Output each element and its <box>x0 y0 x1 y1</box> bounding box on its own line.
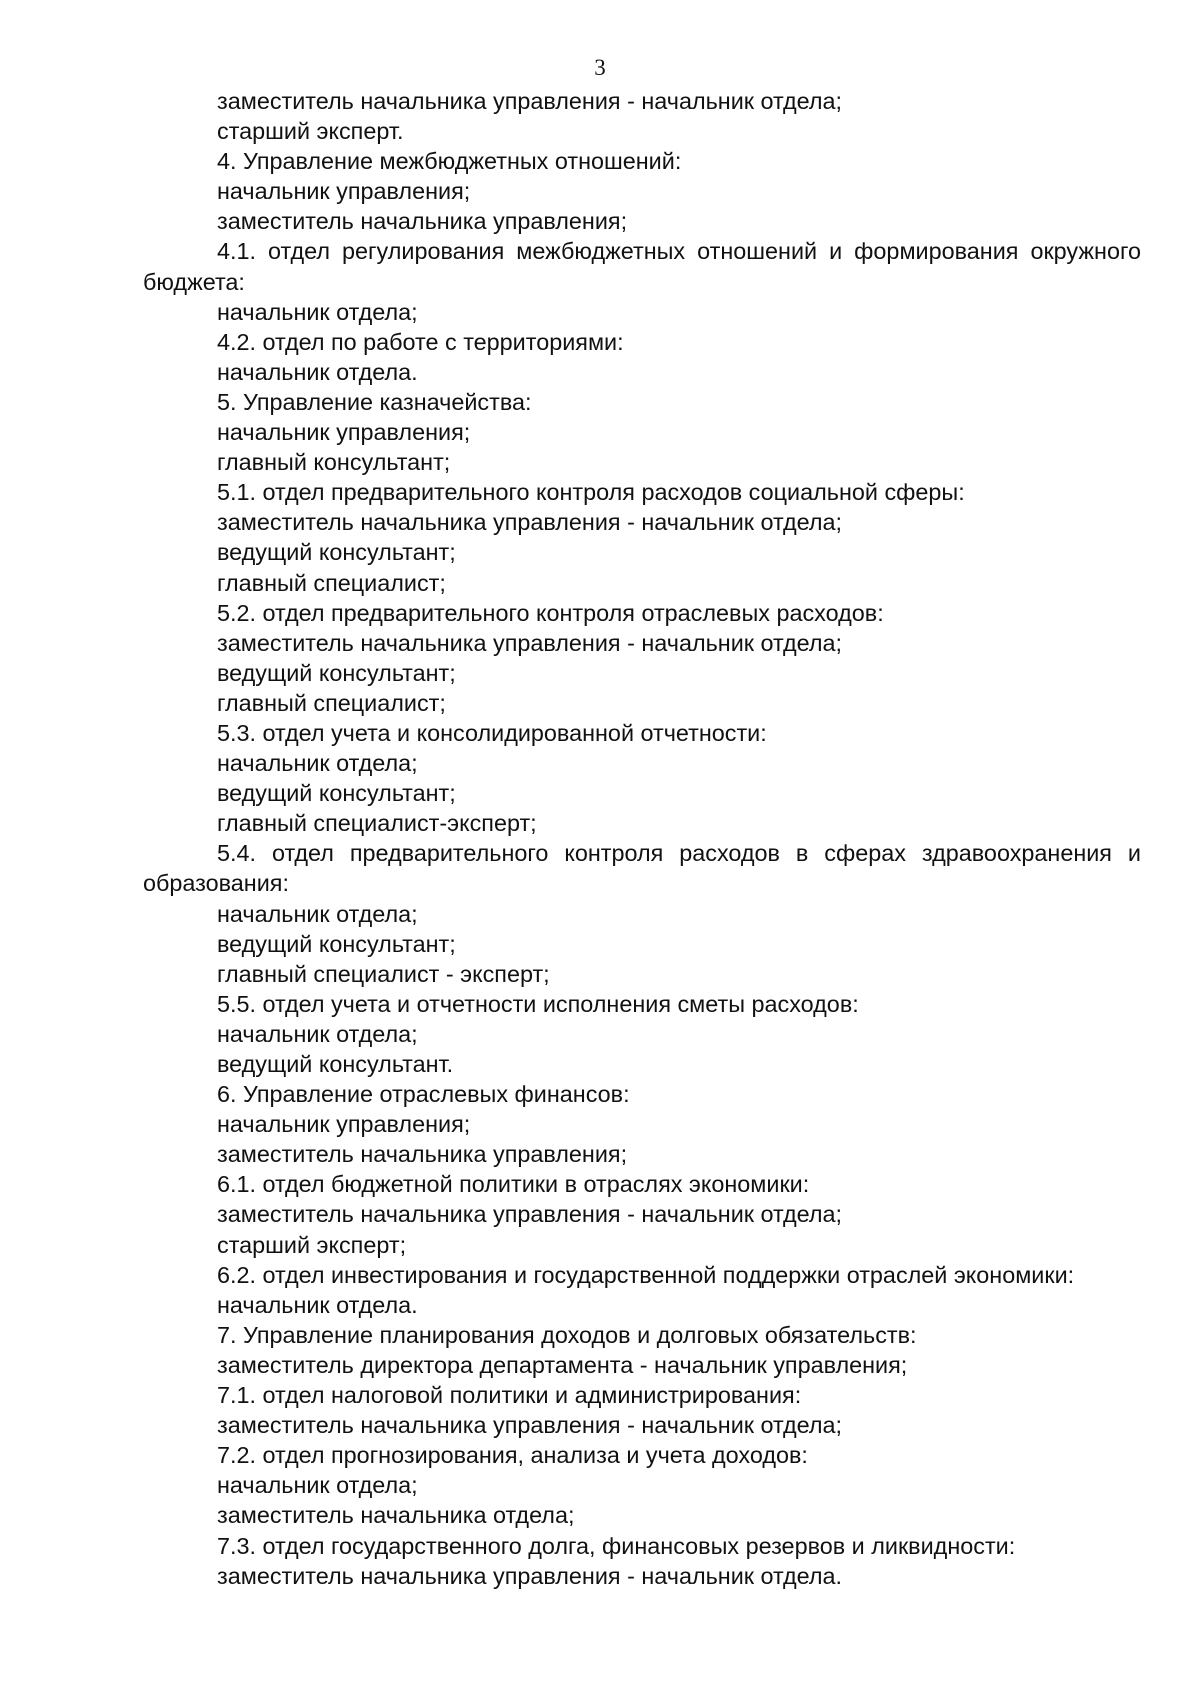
text-line: 6.1. отдел бюджетной политики в отраслях экономики: <box>217 1171 810 1198</box>
text-line: 6. Управление отраслевых финансов: <box>217 1081 630 1108</box>
text-line: 5.5. отдел учета и отчетности исполнения сметы расходов: <box>217 990 859 1017</box>
text-line: заместитель начальника управления - начальник отдела. <box>217 1562 842 1589</box>
text-line: начальник отдела; <box>217 900 418 927</box>
wrapped-paragraph: 6.2. отдел инвестирования и государственной поддержки отраслей экономики: <box>217 1261 1075 1288</box>
text-line: ведущий консультант; <box>217 659 456 686</box>
text-line: 4.2. отдел по работе с территориями: <box>217 328 624 355</box>
text-line: 5.2. отдел предварительного контроля отраслевых расходов: <box>217 599 884 626</box>
text-line: главный специалист-эксперт; <box>217 810 537 837</box>
text-line: главный специалист - эксперт; <box>217 960 550 987</box>
text-line: ведущий консультант; <box>217 930 456 957</box>
text-line: 7.1. отдел налоговой политики и администрирования: <box>217 1382 802 1409</box>
text-line: 7.3. отдел государственного долга, финансовых резервов и ликвидности: <box>217 1532 1016 1559</box>
text-line: главный специалист; <box>217 569 446 596</box>
text-line: заместитель начальника управления; <box>217 208 628 235</box>
text-line: 4. Управление межбюджетных отношений: <box>217 148 682 175</box>
text-line: 5.3. отдел учета и консолидированной отчетности: <box>217 719 767 746</box>
wrapped-paragraph: 5.4. отдел предварительного контроля расходов в сферах здравоохранения и образования: <box>143 840 1141 897</box>
page-number: 3 <box>594 55 606 80</box>
text-line: заместитель начальника управления - начальник отдела; <box>217 509 842 536</box>
text-line: 5. Управление казначейства: <box>217 388 532 415</box>
text-line: заместитель начальника управления; <box>217 1141 628 1168</box>
text-line: начальник управления; <box>217 419 471 446</box>
text-line: начальник управления; <box>217 178 471 205</box>
text-line: старший эксперт; <box>217 1231 407 1258</box>
text-line: начальник отдела. <box>217 1291 418 1318</box>
text-line: ведущий консультант; <box>217 780 456 807</box>
text-line: начальник отдела; <box>217 750 418 777</box>
text-line: заместитель начальника управления - начальник отдела; <box>217 88 842 114</box>
text-line: главный консультант; <box>217 449 451 476</box>
text-line: 7.2. отдел прогнозирования, анализа и учета доходов: <box>217 1442 808 1469</box>
text-line: заместитель начальника отдела; <box>217 1502 575 1529</box>
text-line: старший эксперт. <box>217 118 404 145</box>
text-line: заместитель начальника управления - начальник отдела; <box>217 629 842 656</box>
text-line: ведущий консультант. <box>217 1051 454 1077</box>
text-line: 5.1. отдел предварительного контроля расходов социальной сферы: <box>217 479 965 506</box>
text-line: главный специалист; <box>217 689 446 716</box>
text-line: начальник отдела; <box>217 1472 418 1499</box>
text-line: 7. Управление планирования доходов и долговых обязательств: <box>217 1321 917 1348</box>
text-line: заместитель начальника управления - начальник отдела; <box>217 1201 842 1228</box>
text-line: заместитель директора департамента - начальник управления; <box>217 1351 908 1378</box>
wrapped-paragraph: 4.1. отдел регулирования межбюджетных отношений и формирования окружного бюджета: <box>143 238 1141 295</box>
text-line: начальник управления; <box>217 1111 471 1138</box>
text-line: начальник отдела; <box>217 1020 418 1047</box>
document-body <box>143 86 1141 1591</box>
text-line: начальник отдела; <box>217 298 418 325</box>
text-line: начальник отдела. <box>217 358 418 385</box>
text-line: ведущий консультант; <box>217 539 456 566</box>
text-line: заместитель начальника управления - начальник отдела; <box>217 1412 842 1439</box>
